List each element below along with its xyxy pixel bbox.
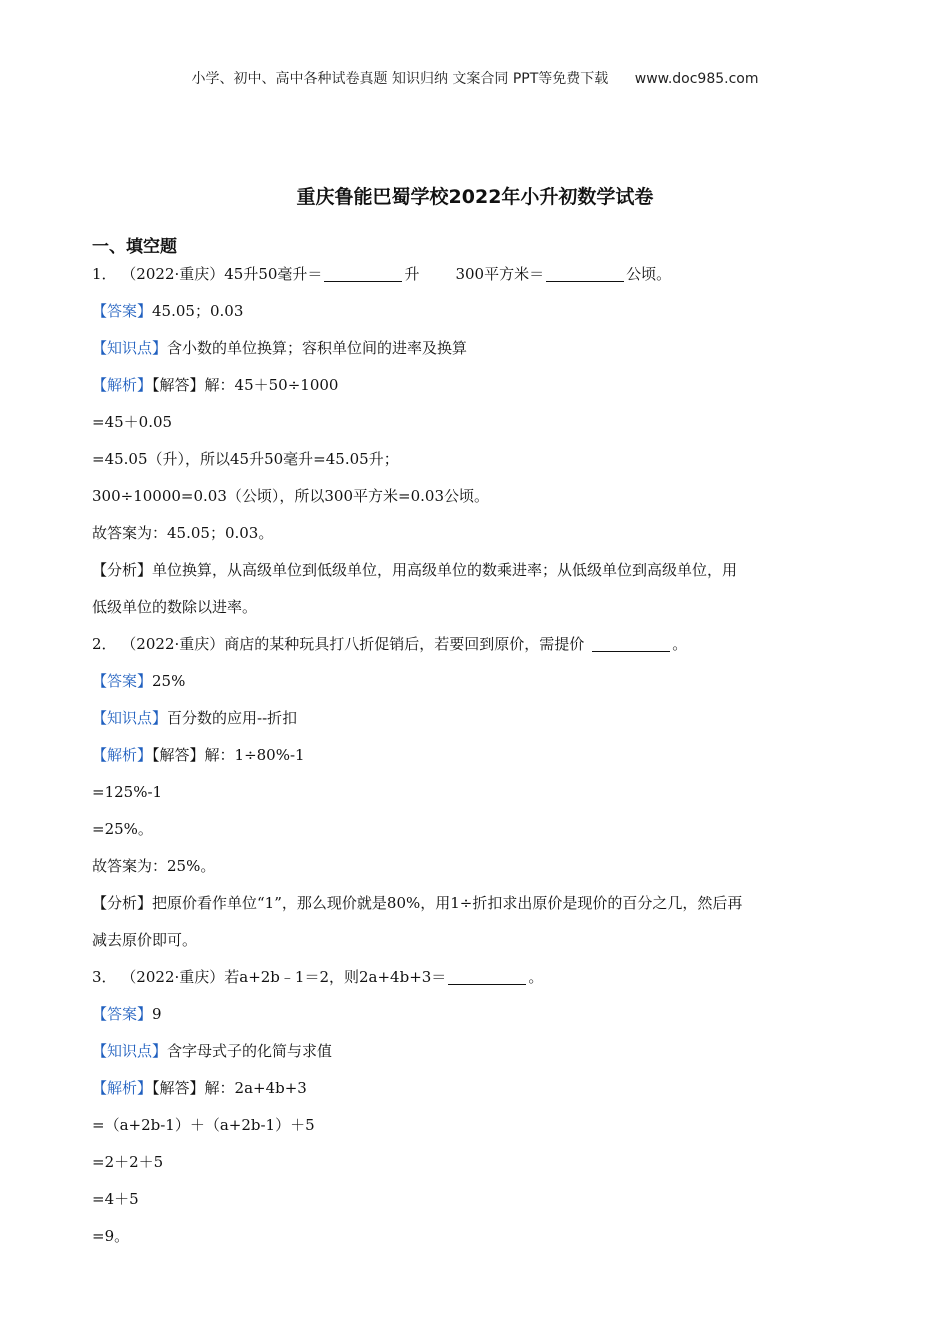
q3-solution-start: 【解析】【解答】解：2a+4b+3: [92, 1079, 307, 1097]
solution-label: 【解答】: [152, 376, 205, 394]
analysis-label: 【解析】: [92, 376, 153, 394]
section-heading: 一、填空题: [92, 237, 177, 257]
q1-step: =45＋0.05: [92, 413, 173, 431]
q3-step: =4＋5: [92, 1190, 139, 1208]
knowledge-label: 【知识点】: [92, 1042, 168, 1060]
q3-step: =2＋2＋5: [92, 1153, 164, 1171]
q1-step: =45.05（升），所以45升50毫升=45.05升；: [92, 450, 399, 468]
q1-solution-start: 【解析】【解答】解：45＋50÷1000: [92, 376, 339, 394]
q2-step: =125%-1: [92, 783, 163, 801]
comment-label: 【分析】: [92, 894, 153, 912]
analysis-label: 【解析】: [92, 1079, 153, 1097]
q1-comment-cont: 低级单位的数除以进率。: [92, 598, 258, 616]
q3-step: =（a+2b-1）＋（a+2b-1）＋5: [92, 1116, 315, 1134]
q2-comment-cont: 减去原价即可。: [92, 931, 198, 949]
comment-label: 【分析】: [92, 561, 153, 579]
knowledge-label: 【知识点】: [92, 339, 168, 357]
q3-knowledge: 【知识点】含字母式子的化简与求值: [92, 1042, 333, 1060]
q2-solution-start: 【解析】【解答】解：1÷80%-1: [92, 746, 305, 764]
q2-answer: 【答案】25%: [92, 672, 186, 690]
header-url[interactable]: www.doc985.com: [634, 71, 759, 87]
answer-label: 【答案】: [92, 672, 153, 690]
q3-answer: 【答案】9: [92, 1005, 162, 1023]
q2-comment: 【分析】把原价看作单位“1”，那么现价就是80%，用1÷折扣求出原价是现价的百分之几，然后再: [92, 894, 743, 912]
q3-step: =9。: [92, 1227, 130, 1245]
knowledge-label: 【知识点】: [92, 709, 168, 727]
page-header: [0, 68, 950, 88]
q1-stem: 1． （2022·重庆）45升50毫升＝ 升 300平方米＝ 公顷。: [92, 265, 672, 283]
answer-blank: [448, 968, 526, 985]
q2-stem: 2． （2022·重庆）商店的某种玩具打八折促销后，若要回到原价，需提价 。: [92, 635, 688, 653]
answer-label: 【答案】: [92, 1005, 153, 1023]
solution-label: 【解答】: [152, 1079, 205, 1097]
answer-blank: [592, 635, 670, 652]
q2-step: 故答案为：25%。: [92, 857, 216, 875]
q2-step: =25%。: [92, 820, 153, 838]
q1-comment: 【分析】单位换算，从高级单位到低级单位，用高级单位的数乘进率；从低级单位到高级单位，用: [92, 561, 738, 579]
q1-answer: 【答案】45.05；0.03: [92, 302, 244, 320]
answer-label: 【答案】: [92, 302, 153, 320]
q1-step: 故答案为：45.05；0.03。: [92, 524, 274, 542]
q2-knowledge: 【知识点】百分数的应用--折扣: [92, 709, 298, 727]
answer-blank: [546, 265, 624, 282]
q3-stem: 3． （2022·重庆）若a+2b﹣1＝2，则2a+4b+3＝ 。: [92, 968, 544, 986]
document-content: [92, 256, 862, 1255]
q1-step: 300÷10000=0.03（公顷），所以300平方米=0.03公顷。: [92, 487, 489, 505]
header-text: 小学、初中、高中各种试卷真题 知识归纳 文案合同 PPT等免费下载: [191, 71, 609, 87]
document-title: 重庆鲁能巴蜀学校2022年小升初数学试卷: [296, 186, 654, 208]
answer-blank: [324, 265, 402, 282]
q1-knowledge: 【知识点】含小数的单位换算；容积单位间的进率及换算: [92, 339, 468, 357]
analysis-label: 【解析】: [92, 746, 153, 764]
solution-label: 【解答】: [152, 746, 205, 764]
